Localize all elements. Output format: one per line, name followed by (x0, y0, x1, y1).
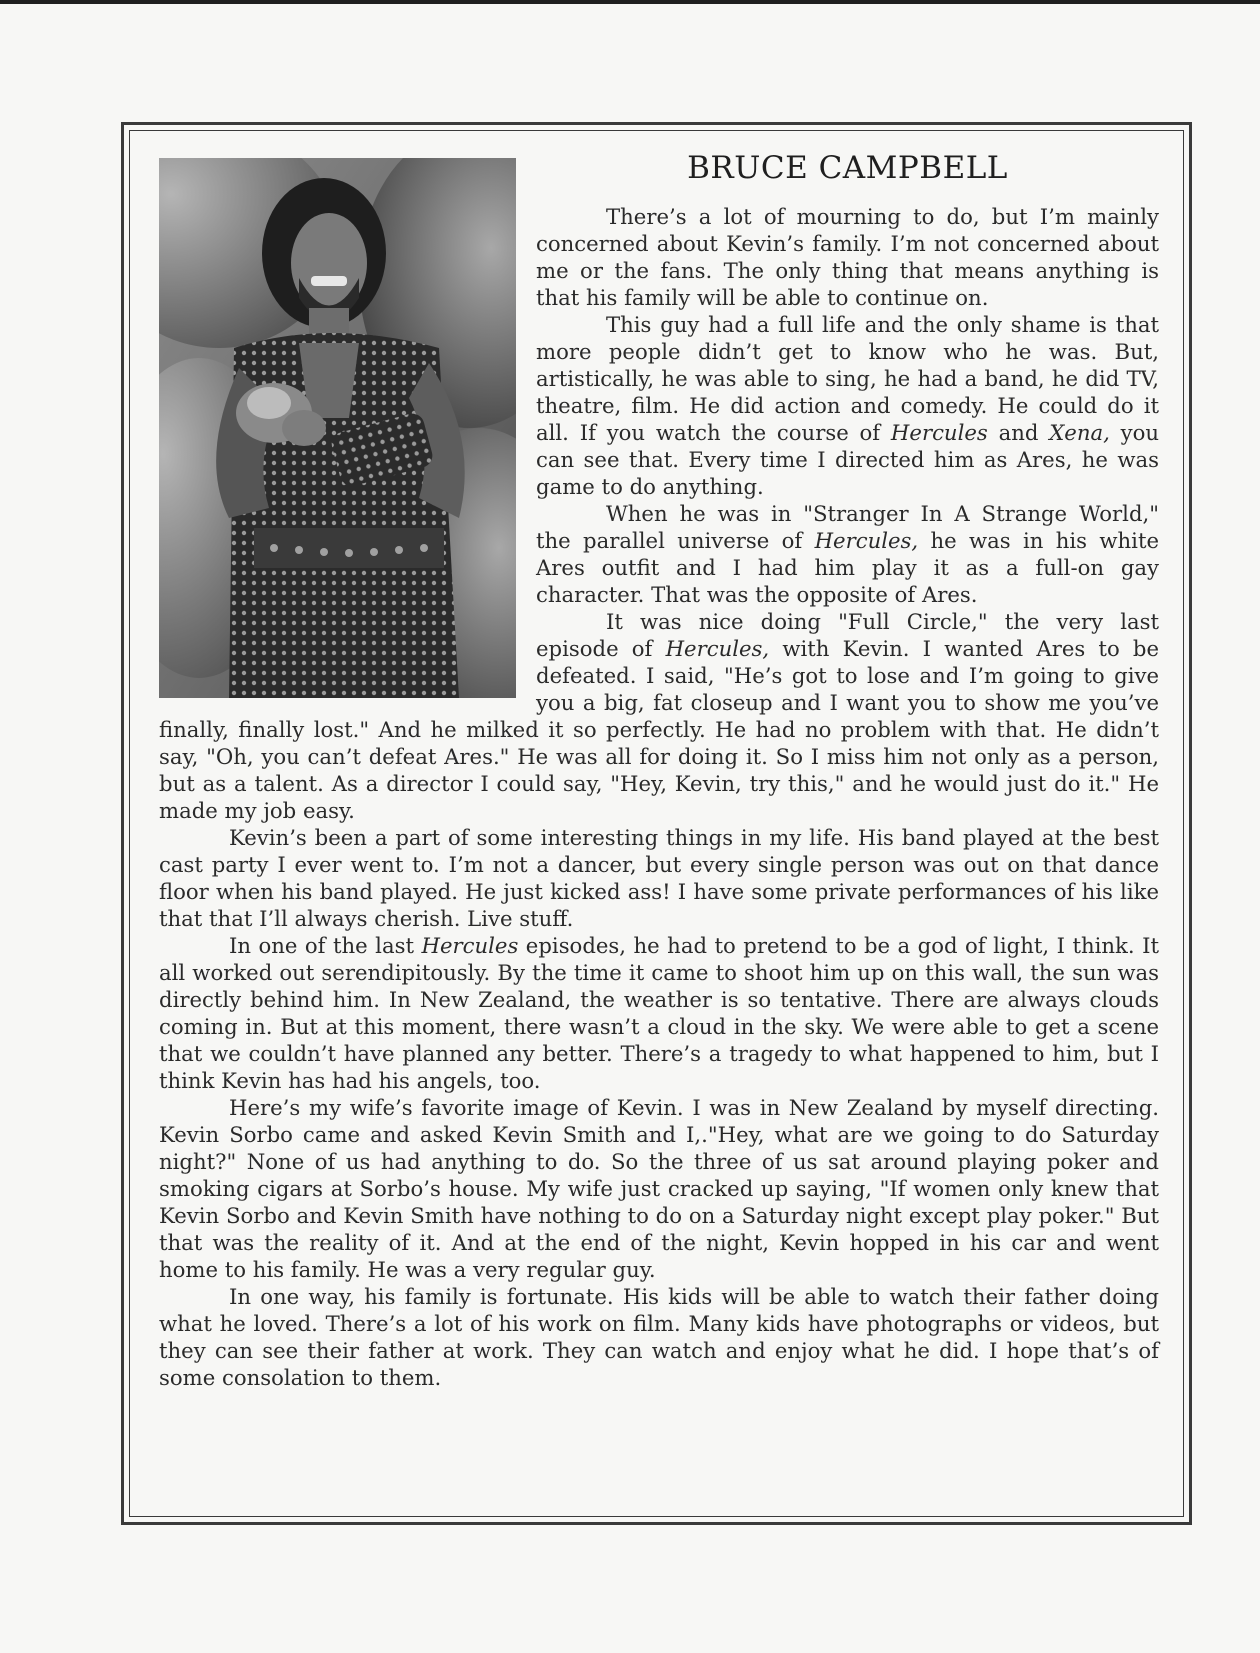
italic-title: Hercules, (665, 636, 770, 662)
italic-title: Hercules (421, 933, 519, 959)
paragraph: It was nice doing "Full Circle," the very last episode of Hercules, with Kevin. I wanted Ares to be defeated. I said, "He’s got to lose and I’m going to give you a big, fat closeup and I want you to show me you’ve finally, finally lost." And he milked it so perfectly. He had no problem with that. He didn’t say, "Oh, you can’t defeat Ares." He was all for doing it. So I miss him not only as a person, but as a talent. As a director I could say, "Hey, Kevin, try this," and he would just do it." He made my job easy. (159, 609, 1159, 824)
portrait-photo-image (159, 158, 516, 698)
portrait-photo (159, 158, 516, 698)
article-title: BRUCE CAMPBELL (687, 150, 1008, 186)
page-top-edge (0, 0, 1260, 4)
paragraph: Kevin’s been a part of some interesting things in my life. His band played at the best cast party I ever went to. I’m not a dancer, but every single person was out on that dance floor when his band played. He just kicked ass! I have some private performances of his like that that I’ll always cherish. Live stuff. (159, 825, 1159, 932)
paragraph: In one of the last Hercules episodes, he had to pretend to be a god of light, I think. It all worked out serendipitously. By the time it came to shoot him up on this wall, the sun was directly behind him. In New Zealand, the weather is so tentative. There are always clouds coming in. But at this moment, there wasn’t a cloud in the sky. We were able to get a scene that we couldn’t have planned any better. There’s a tragedy to what happened to him, but I think Kevin has had his angels, too. (159, 933, 1159, 1094)
italic-title: Hercules, (814, 528, 919, 554)
paragraph: In one way, his family is fortunate. His kids will be able to watch their father doing what he loved. There’s a lot of his work on film. Many kids have photographs or videos, but they can see their father at work. They can watch and enjoy what he did. I hope that’s of some consolation to them. (159, 1284, 1159, 1391)
article (159, 150, 1159, 1391)
italic-title: Xena, (1049, 420, 1110, 446)
paragraph: This guy had a full life and the only shame is that more people didn’t get to know who he was. But, artistically, he was able to sing, he had a band, he did TV, theatre, film. He did action and comedy. He could do it all. If you watch the course of Hercules and Xena, you can see that. Every time I directed him as Ares, he was game to do anything. (536, 312, 1160, 500)
paragraph: When he was in "Stranger In A Strange World," the parallel universe of Hercules, he was in his white Ares outfit and I had him play it as a full-on gay character. That was the opposite of Ares. (536, 501, 1159, 608)
paragraph: There’s a lot of mourning to do, but I’m mainly concerned about Kevin’s family. I’m not concerned about me or the fans. The only thing that means anything is that his family will be able to continue on. (536, 204, 1159, 311)
paragraph: Here’s my wife’s favorite image of Kevin. I was in New Zealand by myself directing. Kevin Sorbo came and asked Kevin Smith and I,."Hey, what are we going to do Saturday night?" None of us had anything to do. So the three of us sat around playing poker and smoking cigars at Sorbo’s house. My wife just cracked up saying, "If women only knew that Kevin Sorbo and Kevin Smith have nothing to do on a Saturday night except play poker." But that was the reality of it. And at the end of the night, Kevin hopped in his car and went home to his family. He was a very regular guy. (159, 1095, 1159, 1283)
italic-title: Hercules (890, 420, 988, 446)
